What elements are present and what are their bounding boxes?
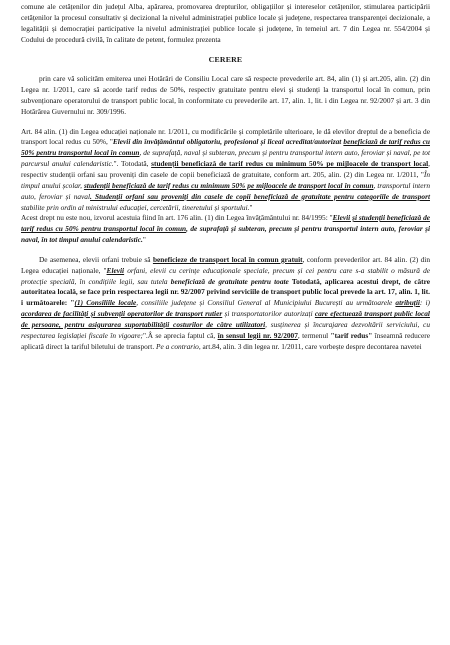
p3-law-92-sense: în sensul legii nr. 92/2007 xyxy=(217,330,298,340)
paragraph-law-84-1995 xyxy=(21,213,430,246)
p3-quote-transportatori: și transportatorilor autorizați xyxy=(222,309,315,319)
p3-law-92-bold: Totodată, aplicarea acestui drept, de către autoritatea locală, se face prin respectarea legii nr. 92/2007 privind serviciile de transport public local prevede la art. 17, alin. 1, lit. i următoarele: " xyxy=(21,276,430,308)
p1-orphans-free: . Studenții orfani sau proveniți din casele de copii beneficiază de gratuitate pentru categoriile de transport xyxy=(90,191,430,201)
p3-text-3: ".Â se aprecia faptul că, xyxy=(142,330,218,340)
paragraph-orphans xyxy=(21,255,430,353)
p2-text: Acest drept nu este nou, izvorul acestuia fiind în art. 176 alin. (1) din Legea învățământului nr. 84/1995: " xyxy=(21,213,333,223)
p1-quote-2-end: stabilite prin ordin al ministrului educației, cercetării, tineretului și sportului. xyxy=(21,202,250,212)
p1-quote-underlined: beneficiază de tarif redus cu 50% pentru transportul local în comun xyxy=(21,137,430,158)
p3-quote-atributii-pre: , consiliile județene și Consiliul General al Municipiului București au următoarele xyxy=(136,298,396,308)
p2-quote-underlined: Elevii și studenții beneficiază de tarif redus cu 50% pentru transportul local în comun xyxy=(21,213,430,234)
p3-quote-elevii: Elevii xyxy=(106,265,125,275)
p1-text-3: , respectiv studenții orfani sau proveniți din casele de copii beneficiază de gratuitate, conform art. 205, alin. (2) din Legea nr. 1/2011, " xyxy=(21,159,430,179)
p3-text-4: , termenul xyxy=(297,330,331,340)
p3-atributii: atribuții xyxy=(395,298,420,308)
p3-tarif-redus: "tarif redus" xyxy=(330,330,373,340)
p3-text-2: , conform prevederilor art. 84 alin. (2) din Legea educației naționale, " xyxy=(21,254,431,275)
p3-quote-text: orfani, elevii cu cerințe educaționale speciale, precum și cei pentru care s-a stabilit o măsură de protecție specială, în condițiile legii, sau tutela xyxy=(21,265,430,286)
p3-text-5: înseamnă reducere aplicată direct la tariful biletului de transport. xyxy=(21,330,430,351)
p3-consilii-locale: (1) Consiliile locale xyxy=(74,298,137,308)
p3-facilitati: acordarea de facilități și subvenții operatorilor de transport rutier xyxy=(21,309,223,319)
p1-students-discount: studenții beneficiază de tarif redus cu minimum 50% pe mijloacele de transport local xyxy=(151,159,429,169)
p1-quote-start: Elevii din învățământul obligatoriu, profesional și liceal acreditat/autorizat xyxy=(112,137,344,147)
p1-quote-2-mid: , transportul intern auto, feroviar și naval xyxy=(21,180,430,201)
p1-close-quote: " xyxy=(249,202,253,212)
p1-quote-2-underlined: studenții beneficiază de tarif redus cu minimum 50% pe mijloacele de transport local în comun xyxy=(83,180,374,190)
p2-quote-end: , de suprafață și subteran, precum și pentru transportul intern auto, feroviar și naval, în tot timpul anului calendaristic. xyxy=(21,224,430,245)
p3-quote-end: , susținerea și încurajarea dezvoltării serviciului, cu respectarea legislației fiscale în vigoare; xyxy=(21,319,430,340)
p1-quote-2-start: În timpul anului școlar, xyxy=(21,169,430,190)
p3-free-transport: beneficieze de transport local în comun gratuit xyxy=(152,254,303,264)
request-paragraph: prin care vă solicităm emiterea unei Hotărâri de Consiliu Local care să respecte prevederile art. 84, alin (1) și art.205, alin. (2) din Legea nr. 1/2011, care să acorde tarif redus de 50%, respectiv gratuitate pentru elevi și studenți la transportul local în comun, prin subvenționare operatorului de transport public local, în conformitate cu prevederile art. 17, alin. 1, lit. i din Legea nr. 92/2007 și art. 3 din Hotărârea Guvernului nr. 309/1996. xyxy=(21,74,430,116)
p1-text: Art. 84 alin. (1) din Legea educației naționale nr. 1/2011, cu modificările și completările ulterioare, le dă elevilor dreptul de a beneficia de transport local redus cu 50%, " xyxy=(21,126,430,147)
document-title: CERERE xyxy=(208,55,243,65)
p3-text-6: , art.84, alin. 3 din legea nr. 1/2011, care vorbește despre decontarea navetei xyxy=(198,341,422,351)
intro-paragraph: comune ale cetățenilor din județul Alba, apărarea, promovarea drepturilor, obligațiilor și intereselor cetățenilor, stimularea participării cetățenilor la procesul consultativ și decizional la nivelul administrației publice locale și județene, respectarea transparenței decizionale, a legalității și democrației participative la nivelul administrației publice locale și județene, în temeiul art. 7 din Legea nr. 554/2004 și Codului de procedură civilă, în calitate de petent, formulez prezenta xyxy=(21,2,430,44)
p3-text: De asemenea, elevii orfani trebuie să xyxy=(39,254,153,264)
p1-quote-end: , de suprafață, naval și subteran, precum și pentru transportul intern auto, feroviar și naval, pe tot parcursul anului calendaristic. xyxy=(21,148,430,169)
p3-transport-persoane: care efectuează transport public local de persoane, pentru asigurarea suportabilității costurilor de către utilizatori xyxy=(21,309,430,329)
p3-a-contrario: Pe a contrario xyxy=(156,341,199,351)
p3-quote-i: : i) xyxy=(419,298,431,308)
p1-text-2: ". Totodată, xyxy=(113,159,152,169)
p3-quote-gratuitate: beneficiază de gratuitate pentru toate xyxy=(170,276,289,286)
p2-close-quote: " xyxy=(142,235,146,245)
paragraph-art-84 xyxy=(21,127,430,214)
